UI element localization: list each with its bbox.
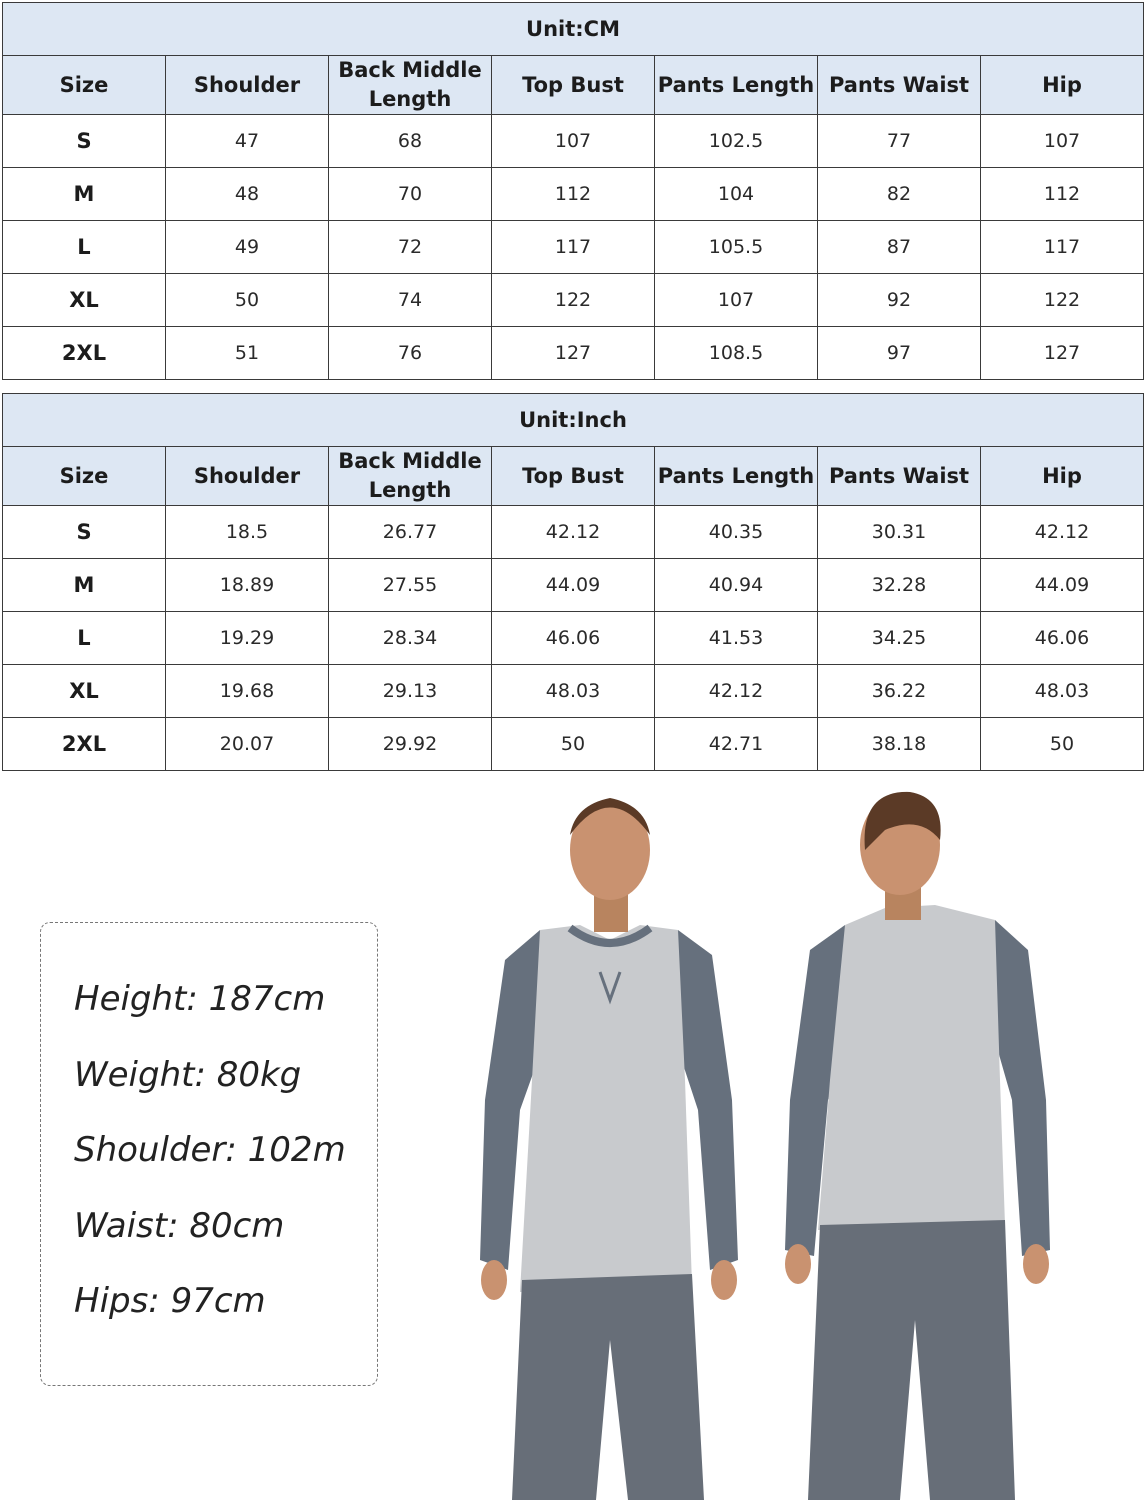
cell-pants-waist: 32.28 [818,559,981,612]
cell-hip: 122 [981,274,1144,327]
cell-pants-length: 41.53 [655,612,818,665]
cell-hip: 107 [981,115,1144,168]
table-row [3,168,1144,221]
model-shoulder: Shoulder: 102m [74,1130,346,1170]
header-back-middle-length: Back Middle Length [329,56,492,115]
cell-pants-length: 40.35 [655,506,818,559]
size-label: XL [3,665,166,718]
cell-pants-waist: 82 [818,168,981,221]
table-row [3,115,1144,168]
cell-top-bust: 107 [492,115,655,168]
cell-back-middle-length: 74 [329,274,492,327]
cell-shoulder: 48 [166,168,329,221]
cell-pants-waist: 87 [818,221,981,274]
cell-shoulder: 19.29 [166,612,329,665]
model-measurements-box [40,922,378,1386]
cell-hip: 50 [981,718,1144,771]
size-label: L [3,612,166,665]
header-top-bust: Top Bust [492,56,655,115]
cm-size-table [2,2,1144,380]
header-hip: Hip [981,56,1144,115]
size-label: S [3,506,166,559]
unit-label: Unit:Inch [3,394,1144,447]
cell-pants-waist: 97 [818,327,981,380]
header-pants-length: Pants Length [655,447,818,506]
cell-hip: 117 [981,221,1144,274]
cell-back-middle-length: 28.34 [329,612,492,665]
cell-back-middle-length: 29.13 [329,665,492,718]
size-label: L [3,221,166,274]
cell-pants-waist: 92 [818,274,981,327]
cell-shoulder: 18.89 [166,559,329,612]
cell-shoulder: 20.07 [166,718,329,771]
cell-pants-length: 102.5 [655,115,818,168]
cell-pants-waist: 36.22 [818,665,981,718]
model-hips: Hips: 97cm [74,1281,266,1321]
cell-hip: 44.09 [981,559,1144,612]
header-pants-waist: Pants Waist [818,447,981,506]
cell-top-bust: 42.12 [492,506,655,559]
unit-row [3,394,1144,447]
size-label: M [3,559,166,612]
model-height: Height: 187cm [74,979,326,1019]
cell-top-bust: 48.03 [492,665,655,718]
header-size: Size [3,56,166,115]
cell-pants-waist: 30.31 [818,506,981,559]
cell-hip: 46.06 [981,612,1144,665]
size-label: S [3,115,166,168]
cell-shoulder: 51 [166,327,329,380]
header-row [3,56,1144,115]
cell-pants-length: 107 [655,274,818,327]
header-row [3,447,1144,506]
table-row [3,221,1144,274]
cell-pants-waist: 77 [818,115,981,168]
cell-top-bust: 117 [492,221,655,274]
cell-hip: 48.03 [981,665,1144,718]
cell-back-middle-length: 27.55 [329,559,492,612]
table-row [3,274,1144,327]
header-shoulder: Shoulder [166,56,329,115]
header-back-middle-length: Back Middle Length [329,447,492,506]
table-row [3,718,1144,771]
header-shoulder: Shoulder [166,447,329,506]
model-waist: Waist: 80cm [74,1206,285,1246]
cell-pants-length: 42.71 [655,718,818,771]
cell-shoulder: 50 [166,274,329,327]
cell-top-bust: 112 [492,168,655,221]
header-pants-length: Pants Length [655,56,818,115]
cell-back-middle-length: 70 [329,168,492,221]
table-row [3,559,1144,612]
header-pants-waist: Pants Waist [818,56,981,115]
header-size: Size [3,447,166,506]
cell-pants-length: 104 [655,168,818,221]
cell-top-bust: 127 [492,327,655,380]
cell-top-bust: 44.09 [492,559,655,612]
table-row [3,612,1144,665]
cell-hip: 42.12 [981,506,1144,559]
table-row [3,665,1144,718]
cell-back-middle-length: 72 [329,221,492,274]
cell-top-bust: 46.06 [492,612,655,665]
model-back-image [760,780,1080,1500]
cell-back-middle-length: 76 [329,327,492,380]
cell-shoulder: 47 [166,115,329,168]
cell-pants-waist: 34.25 [818,612,981,665]
size-label: 2XL [3,718,166,771]
size-label: XL [3,274,166,327]
table-row [3,327,1144,380]
size-label: 2XL [3,327,166,380]
cell-pants-length: 40.94 [655,559,818,612]
cell-back-middle-length: 68 [329,115,492,168]
header-top-bust: Top Bust [492,447,655,506]
header-hip: Hip [981,447,1144,506]
cell-back-middle-length: 29.92 [329,718,492,771]
cell-back-middle-length: 26.77 [329,506,492,559]
cell-pants-length: 105.5 [655,221,818,274]
cell-pants-waist: 38.18 [818,718,981,771]
unit-row [3,3,1144,56]
cell-pants-length: 108.5 [655,327,818,380]
cell-top-bust: 50 [492,718,655,771]
model-front-image [460,780,760,1500]
model-weight: Weight: 80kg [74,1055,302,1095]
cell-top-bust: 122 [492,274,655,327]
cell-hip: 127 [981,327,1144,380]
unit-label: Unit:CM [3,3,1144,56]
table-row [3,506,1144,559]
cell-pants-length: 42.12 [655,665,818,718]
cell-shoulder: 49 [166,221,329,274]
inch-size-table [2,393,1144,771]
cell-shoulder: 19.68 [166,665,329,718]
cell-shoulder: 18.5 [166,506,329,559]
size-label: M [3,168,166,221]
cell-hip: 112 [981,168,1144,221]
